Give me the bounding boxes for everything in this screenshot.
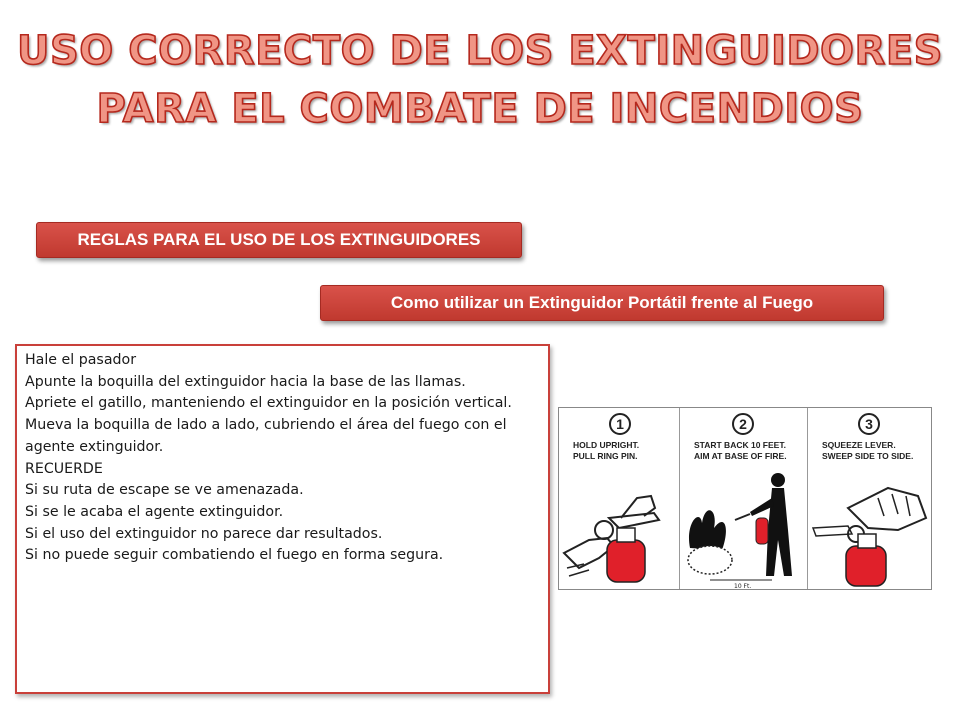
extinguisher-illustration bbox=[558, 407, 932, 590]
step-number-2: 2 bbox=[732, 413, 754, 435]
step-caption-3: SQUEEZE LEVER. SWEEP SIDE TO SIDE. bbox=[822, 440, 914, 461]
instruction-line: Si su ruta de escape se ve amenazada. bbox=[25, 482, 304, 499]
rules-banner-label: REGLAS PARA EL USO DE LOS EXTINGUIDORES bbox=[77, 230, 481, 249]
page-title bbox=[0, 22, 960, 138]
step-panel-1 bbox=[559, 408, 680, 589]
step-caption-2: START BACK 10 FEET. AIM AT BASE OF FIRE. bbox=[694, 440, 787, 461]
remember-heading: RECUERDE bbox=[25, 460, 103, 477]
aim-at-fire-icon bbox=[680, 468, 808, 589]
squeeze-lever-hand-icon bbox=[808, 468, 931, 589]
step-number-3: 3 bbox=[858, 413, 880, 435]
rules-banner bbox=[36, 222, 522, 258]
instruction-line: Apriete el gatillo, manteniendo el extinguidor en la posición vertical. bbox=[25, 395, 512, 412]
instruction-line: Mueva la boquilla de lado a lado, cubriendo el área del fuego con el agente extinguidor. bbox=[25, 417, 507, 455]
extinguisher-body bbox=[756, 518, 768, 544]
instruction-line: Si el uso del extinguidor no parece dar resultados. bbox=[25, 525, 383, 542]
howto-banner-label: Como utilizar un Extinguidor Portátil frente al Fuego bbox=[390, 293, 814, 312]
title-line-1: USO CORRECTO DE LOS EXTINGUIDORES bbox=[17, 28, 943, 74]
step-caption-1: HOLD UPRIGHT. PULL RING PIN. bbox=[573, 440, 640, 461]
instruction-line: Si se le acaba el agente extinguidor. bbox=[25, 503, 284, 520]
instruction-line: Hale el pasador bbox=[25, 352, 137, 368]
howto-banner bbox=[320, 285, 884, 321]
step-panel-3 bbox=[808, 408, 931, 589]
distance-label: 10 Ft. bbox=[734, 583, 752, 589]
instruction-line: Si no puede seguir combatiendo el fuego en forma segura. bbox=[25, 547, 444, 564]
step-panel-2 bbox=[680, 408, 808, 589]
instruction-line: Apunte la boquilla del extinguidor hacia la base de las llamas. bbox=[25, 373, 466, 390]
title-line-2: PARA EL COMBATE DE INCENDIOS bbox=[96, 86, 864, 132]
extinguisher-body bbox=[846, 546, 886, 586]
extinguisher-body bbox=[607, 540, 645, 582]
step-number-1: 1 bbox=[609, 413, 631, 435]
pull-pin-hand-icon bbox=[559, 468, 680, 589]
instructions-box bbox=[15, 344, 550, 694]
